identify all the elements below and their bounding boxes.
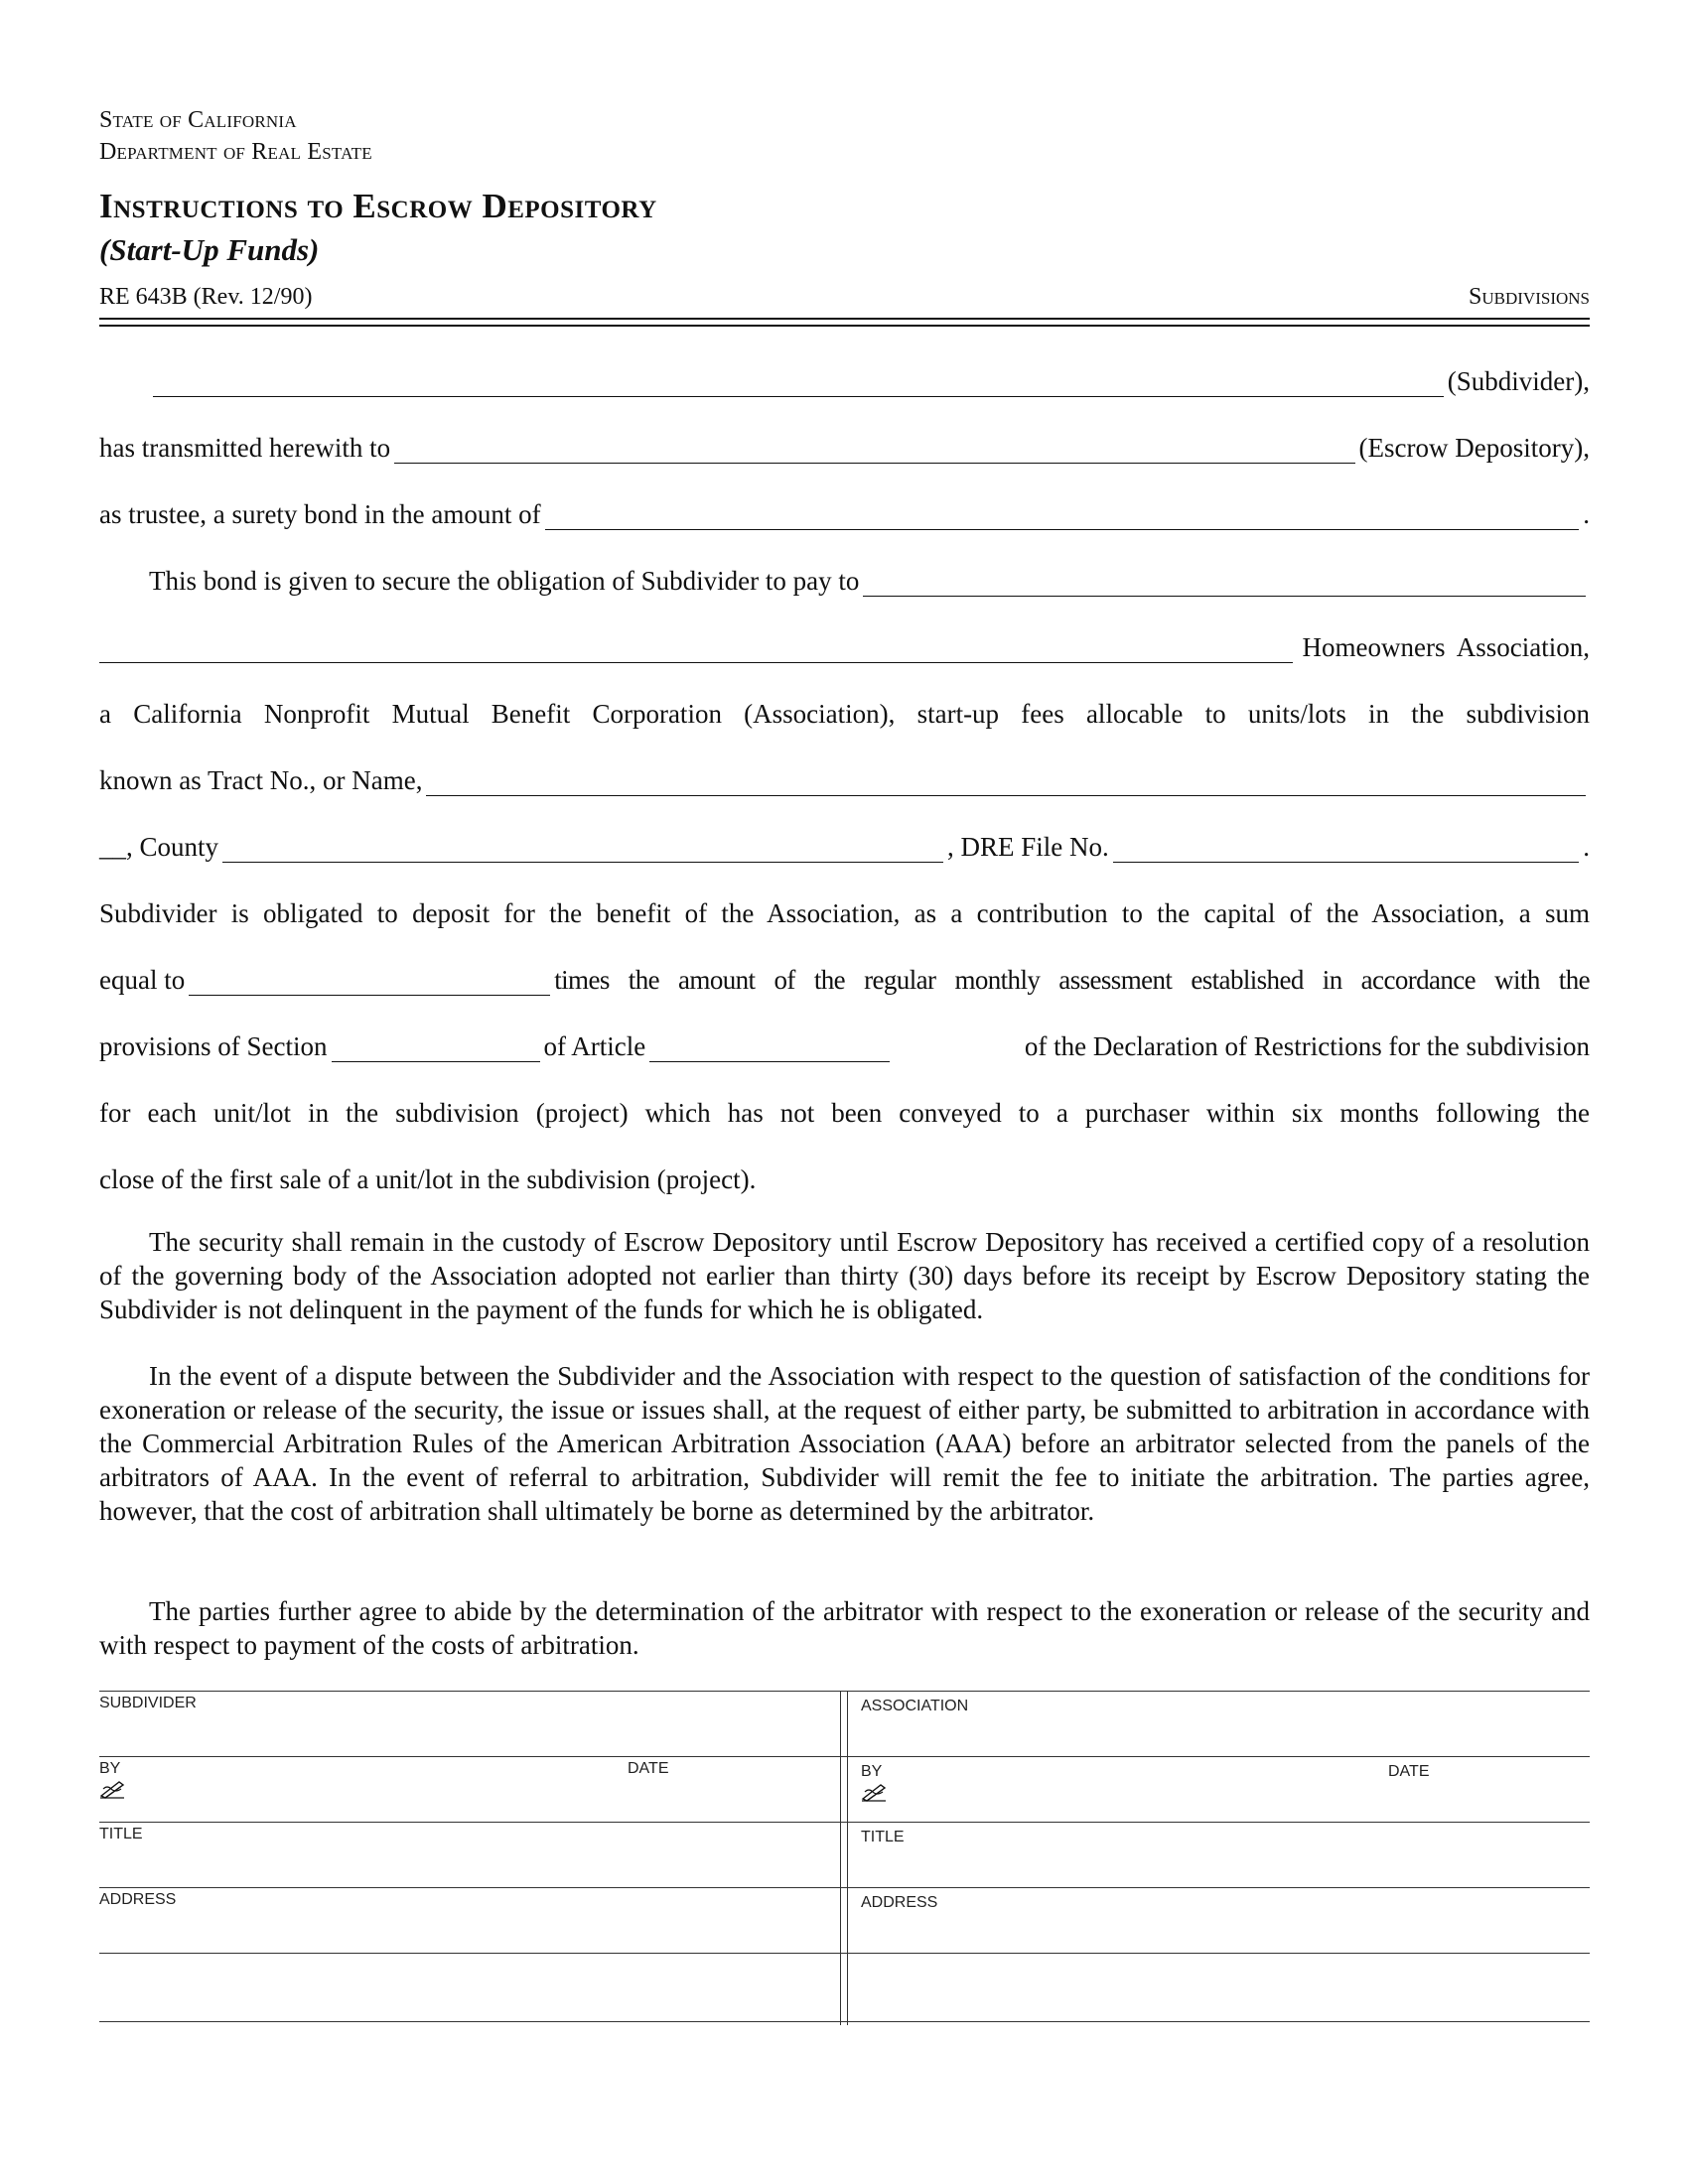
county-blank[interactable] xyxy=(222,834,943,863)
tract-line xyxy=(99,765,1590,796)
multiplier-text: equal to xyxy=(99,965,186,995)
association-by-label: BY xyxy=(861,1763,883,1780)
unit-lot-text: for each unit/lot in the subdivision (project) which has not been conveyed to a purchaser within six months following the xyxy=(99,1098,1590,1128)
sig-row-line-4 xyxy=(99,1887,1590,1888)
obligation-line xyxy=(99,566,1590,597)
form-title: Instructions to Escrow Depository xyxy=(99,187,657,225)
article-text: of Article xyxy=(543,1031,646,1061)
deposit-line xyxy=(99,898,1590,929)
section-label: Subdivisions xyxy=(1469,284,1590,310)
subdivider-date-label: DATE xyxy=(628,1760,669,1777)
hoa-line xyxy=(99,632,1590,663)
county-text: __, County xyxy=(99,832,219,862)
state-name: State of California xyxy=(99,107,297,133)
arbitration-text: In the event of a dispute between the Subdivider and the Association with respect to the question of satisfaction of the conditions for exoneration or release of the security, the issue or issues shall, at the request of either party, be submitted to arbitration in accordance with the Commercial Arbitration Rules of the American Arbitration Association (AAA) before an arbitrator selected from the panels of the arbitrators of AAA. In the event of referral to arbitration, Subdivider will remit the fee to initiate the arbitration. The parties agree, however, that the cost of arbitration shall ultimately be borne as determined by the arbitrator. xyxy=(99,1361,1590,1526)
sig-divider-right xyxy=(847,1691,848,2025)
association-field-label: ASSOCIATION xyxy=(861,1698,969,1714)
multiplier-end-text: times the amount of the regular monthly assessment established in accordance with the xyxy=(554,965,1590,995)
agreement-text: The parties further agree to abide by the determination of the arbitrator with respect to the exoneration or release of the security and with respect to payment of the costs of arbitration. xyxy=(99,1596,1590,1660)
association-address-label: ADDRESS xyxy=(861,1894,938,1911)
sig-row-line-6 xyxy=(99,2021,1590,2022)
form-number: RE 643B (Rev. 12/90) xyxy=(99,284,313,310)
tract-blank[interactable] xyxy=(426,767,1586,796)
hoa-label: Homeowners Association, xyxy=(1302,632,1590,662)
obligation-text: This bond is given to secure the obligation of Subdivider to pay to xyxy=(149,566,860,596)
sig-row-line-1 xyxy=(99,1691,1590,1692)
department-name: Department of Real Estate xyxy=(99,139,372,165)
declaration-text: of the Declaration of Restrictions for the subdivision xyxy=(1024,1031,1590,1061)
association-date-label: DATE xyxy=(1388,1763,1430,1780)
escrow-depository-blank[interactable] xyxy=(394,435,1354,464)
header-rule-top xyxy=(99,318,1590,320)
header-rule-bottom xyxy=(99,325,1590,327)
dre-file-text: , DRE File No. xyxy=(947,832,1109,862)
county-line xyxy=(99,832,1590,863)
payee-blank[interactable] xyxy=(863,568,1586,597)
association-title-label: TITLE xyxy=(861,1829,905,1845)
subdivider-field-label: SUBDIVIDER xyxy=(99,1695,197,1711)
first-sale-line xyxy=(99,1164,1590,1195)
escrow-line xyxy=(99,433,1590,464)
signature-pen-icon xyxy=(99,1777,125,1799)
bond-amount-blank[interactable] xyxy=(545,501,1580,530)
subdivider-by-label: BY xyxy=(99,1760,121,1777)
multiplier-blank[interactable] xyxy=(189,967,550,996)
hoa-name-blank[interactable] xyxy=(99,634,1293,663)
deposit-text: Subdivider is obligated to deposit for the benefit of the Association, as a contribution to the capital of the Association, a sum xyxy=(99,898,1590,928)
custody-text: The security shall remain in the custody of Escrow Depository until Escrow Depository has received a certified copy of a resolution of the governing body of the Association adopted not earlier than thirty (30) days before its receipt by Escrow Depository stating the Subdivider is not delinquent in the payment of the funds for which he is obligated. xyxy=(99,1227,1590,1324)
subdivider-address-label: ADDRESS xyxy=(99,1891,177,1908)
subdivider-line xyxy=(99,366,1590,397)
bond-amount-text: as trustee, a surety bond in the amount of xyxy=(99,499,541,529)
article-blank[interactable] xyxy=(649,1033,890,1062)
unit-lot-line xyxy=(99,1098,1590,1129)
custody-paragraph xyxy=(99,1225,1590,1326)
corporation-line xyxy=(99,699,1590,730)
signature-pen-icon xyxy=(861,1780,887,1802)
sig-row-line-2 xyxy=(99,1756,1590,1757)
multiplier-line xyxy=(99,965,1590,996)
section-article-line xyxy=(99,1031,1590,1062)
escrow-line-text: has transmitted herewith to xyxy=(99,433,391,463)
subdivider-blank[interactable] xyxy=(153,368,1444,397)
corporation-text: a California Nonprofit Mutual Benefit Corporation (Association), start-up fees allocable to units/lots in the subdivision xyxy=(99,699,1590,729)
arbitration-paragraph xyxy=(99,1359,1590,1528)
dre-file-blank[interactable] xyxy=(1113,834,1579,863)
section-blank[interactable] xyxy=(332,1033,540,1062)
sig-row-line-5 xyxy=(99,1953,1590,1954)
escrow-depository-label: (Escrow Depository), xyxy=(1358,433,1590,463)
sig-divider-left xyxy=(840,1691,841,2025)
tract-text: known as Tract No., or Name, xyxy=(99,765,423,795)
sig-row-line-3 xyxy=(99,1822,1590,1823)
section-text: provisions of Section xyxy=(99,1031,328,1061)
bond-amount-line xyxy=(99,499,1590,530)
bond-amount-period: . xyxy=(1583,499,1590,529)
subdivider-title-label: TITLE xyxy=(99,1826,143,1843)
subdivider-label: (Subdivider), xyxy=(1447,366,1590,396)
agreement-paragraph xyxy=(99,1594,1590,1662)
first-sale-text: close of the first sale of a unit/lot in the subdivision (project). xyxy=(99,1164,757,1194)
form-subtitle: (Start-Up Funds) xyxy=(99,232,320,267)
county-period: . xyxy=(1583,832,1590,862)
